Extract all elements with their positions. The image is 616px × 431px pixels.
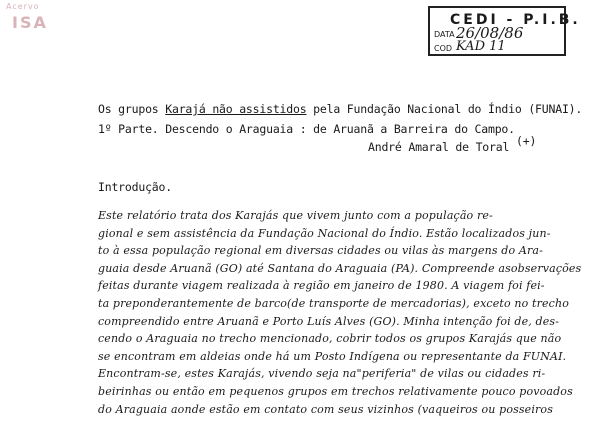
stamp-org: CEDI - P.I.B. bbox=[450, 12, 581, 28]
author-name: André Amaral de Toral bbox=[368, 140, 510, 154]
body-line: guaia desde Aruanã (GO) até Santana do Araguaia (PA). Compreende asobservações bbox=[98, 261, 582, 275]
body-line: se encontram em aldeias onde há um Posto Indígena ou representante da FUNAI. bbox=[98, 349, 567, 363]
body-line: Este relatório trata dos Karajás que vivem junto com a população re- bbox=[98, 209, 493, 222]
body-line: gional e sem assistência da Fundação Nacional do Índio. Estão localizados jun- bbox=[98, 226, 551, 240]
title-rest: pela Fundação Nacional do Índio (FUNAI). bbox=[306, 102, 583, 116]
document-subtitle: 1º Parte. Descendo o Araguaia : de Aruanã a Barreira do Campo. bbox=[98, 122, 515, 136]
body-line: feitas durante viagem realizada à região em janeiro de 1980. A viagem foi fei- bbox=[98, 279, 545, 293]
body-line: ta preponderantemente de barco(de transporte de mercadorias), exceto no trecho bbox=[98, 296, 569, 310]
body-line: Encontram-se, estes Karajás, vivendo seja na"periferia" de vilas ou cidades ri- bbox=[98, 367, 546, 381]
document-title bbox=[98, 102, 582, 116]
stamp-date: 26/08/86 bbox=[456, 24, 524, 42]
section-heading: Introdução. bbox=[98, 180, 172, 194]
acervo-isa-watermark bbox=[4, 2, 78, 32]
title-prefix: Os grupos bbox=[98, 102, 166, 116]
body-line: cendo o Araguaia no trecho mencionado, cobrir todos os grupos Karajás que não bbox=[98, 332, 562, 346]
title-underlined: Karajá não assistidos bbox=[165, 102, 307, 116]
watermark-label: Acervo bbox=[6, 2, 40, 11]
body-line: do Araguaia aonde estão em contato com seus vizinhos (vaqueiros ou posseiros bbox=[98, 402, 553, 416]
stamp-date-label: DATA bbox=[434, 30, 455, 39]
body-paragraph bbox=[98, 207, 582, 418]
stamp-cod-label: COD bbox=[434, 44, 453, 53]
body-line: compreendido entre Aruanã e Porto Luís Alves (GO). Minha intenção foi de, des- bbox=[98, 314, 560, 328]
body-line: to à essa população regional em diversas cidades ou vilas às margens do Ara- bbox=[98, 244, 543, 258]
stamp-cod: KAD 11 bbox=[456, 39, 506, 54]
archive-stamp bbox=[428, 6, 581, 56]
body-line: beirinhas ou então em pequenos grupos em trechos relativamente pouco povoados bbox=[98, 384, 573, 398]
author-footnote-mark: (+) bbox=[516, 134, 537, 148]
isa-logo: ISA bbox=[12, 13, 48, 32]
